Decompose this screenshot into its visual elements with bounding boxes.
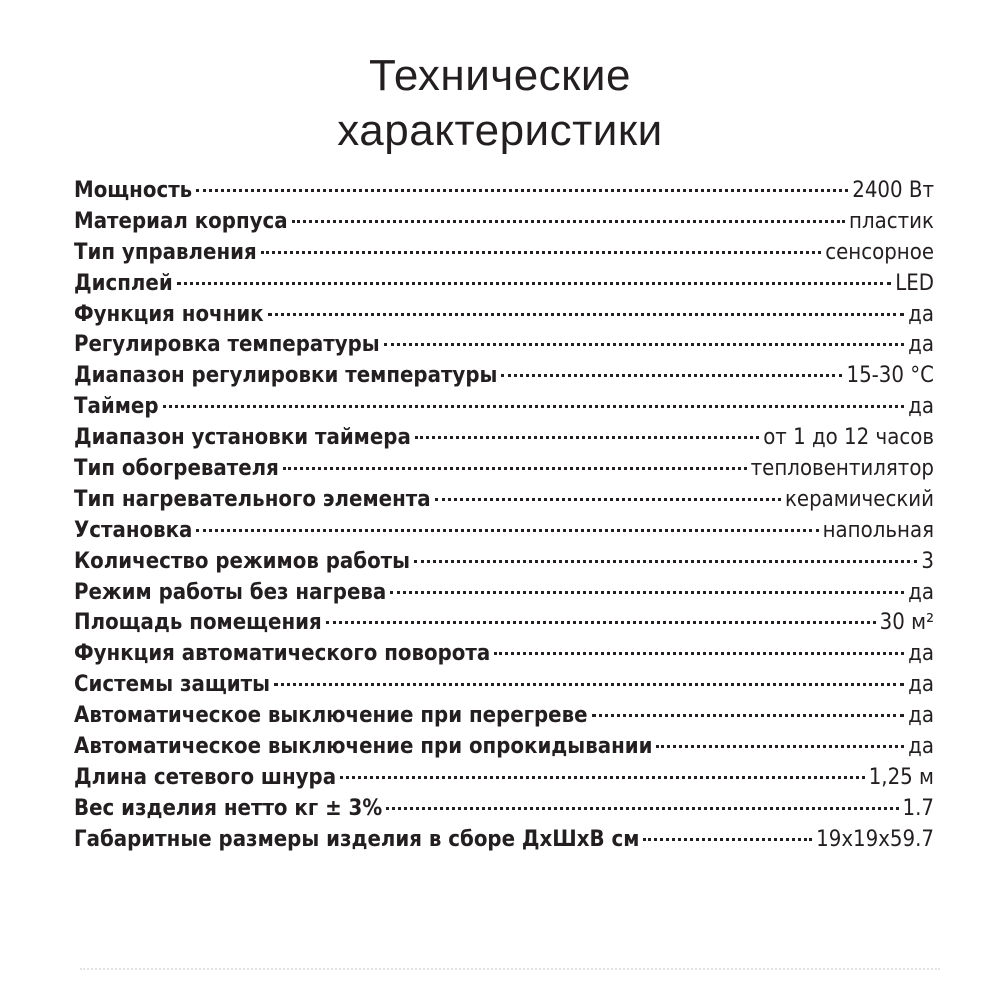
page-title [0,48,1000,158]
dot-leader [414,560,917,563]
dot-leader [268,313,905,316]
spec-label: Диапазон регулировки температуры [74,363,498,389]
spec-row [74,392,934,423]
spec-label: Установка [74,517,193,543]
spec-row [74,578,934,609]
dot-leader [163,405,905,408]
spec-label: Материал корпуса [74,208,288,234]
spec-label: Тип управления [74,239,257,265]
spec-value: 1.7 [902,795,934,821]
dot-leader [390,591,904,594]
spec-value: 1,25 м [868,764,934,790]
page-title-line-1: Технические [369,51,631,100]
spec-value: 15-30 °C [846,363,934,389]
spec-value: 3 [921,548,934,574]
spec-value: пластик [849,208,934,234]
spec-label: Длина сетевого шнура [74,764,337,790]
spec-value: да [908,394,934,420]
faint-dotted-divider [80,968,940,970]
spec-row [74,547,934,578]
spec-label: Количество режимов работы [74,548,411,574]
spec-row [74,330,934,361]
dot-leader [501,374,842,377]
spec-label: Площадь помещения [74,610,322,636]
spec-row [74,361,934,392]
spec-label: Системы защиты [74,672,270,698]
spec-row [74,516,934,547]
dot-leader [326,621,876,624]
spec-value: тепловентилятор [750,456,934,482]
spec-row [74,701,934,732]
spec-row [74,207,934,238]
spec-row [74,763,934,794]
dot-leader [386,807,898,810]
spec-label: Дисплей [74,270,173,296]
dot-leader [283,467,747,470]
spec-label: Габаритные размеры изделия в сборе ДхШхВ см [74,826,640,852]
spec-label: Автоматическое выключение при опрокидывании [74,734,653,760]
spec-value: да [908,734,934,760]
dot-leader [261,251,821,254]
dot-leader [384,343,905,346]
spec-label: Регулировка температуры [74,332,380,358]
spec-value: от 1 до 12 часов [763,425,934,451]
spec-value: да [908,641,934,667]
spec-row [74,238,934,269]
spec-row [74,269,934,300]
page-title-line-2: характеристики [337,106,663,155]
spec-row [74,670,934,701]
spec-value: 19x19x59.7 [816,826,934,852]
spec-row [74,794,934,825]
spec-value: да [908,579,934,605]
dot-leader [656,745,904,748]
spec-label: Диапазон установки таймера [74,425,411,451]
spec-label: Автоматическое выключение при перегреве [74,703,588,729]
spec-label: Мощность [74,178,193,203]
dot-leader [196,529,818,532]
spec-row [74,608,934,639]
spec-value: LED [895,270,934,296]
spec-label: Функция автоматического поворота [74,641,491,667]
spec-row [74,485,934,516]
dot-leader [643,838,812,841]
spec-label: Тип нагревательного элемента [74,486,431,512]
spec-row [74,300,934,331]
spec-value: 30 м² [879,610,934,636]
spec-value: сенсорное [825,239,934,265]
spec-row [74,454,934,485]
dot-leader [292,220,845,223]
spec-value: да [908,301,934,327]
spec-label: Режим работы без нагрева [74,579,387,605]
dot-leader [435,498,781,501]
spec-value: да [908,672,934,698]
spec-row [74,732,934,763]
spec-value: 2400 Вт [852,178,934,203]
spec-value: да [908,332,934,358]
spec-label: Тип обогревателя [74,456,279,482]
spec-label: Таймер [74,394,159,420]
dot-leader [196,189,848,192]
spec-value: да [908,703,934,729]
spec-row [74,639,934,670]
spec-row [74,825,934,856]
specs-list [74,176,934,856]
dot-leader [415,436,759,439]
spec-row [74,423,934,454]
dot-leader [340,776,865,779]
spec-value: керамический [784,486,934,512]
spec-label: Функция ночник [74,301,264,327]
spec-row [74,176,934,207]
dot-leader [592,714,905,717]
dot-leader [274,683,904,686]
spec-label: Вес изделия нетто кг ± 3% [74,795,383,821]
spec-value: напольная [822,517,934,543]
dot-leader [177,282,892,285]
dot-leader [494,652,904,655]
